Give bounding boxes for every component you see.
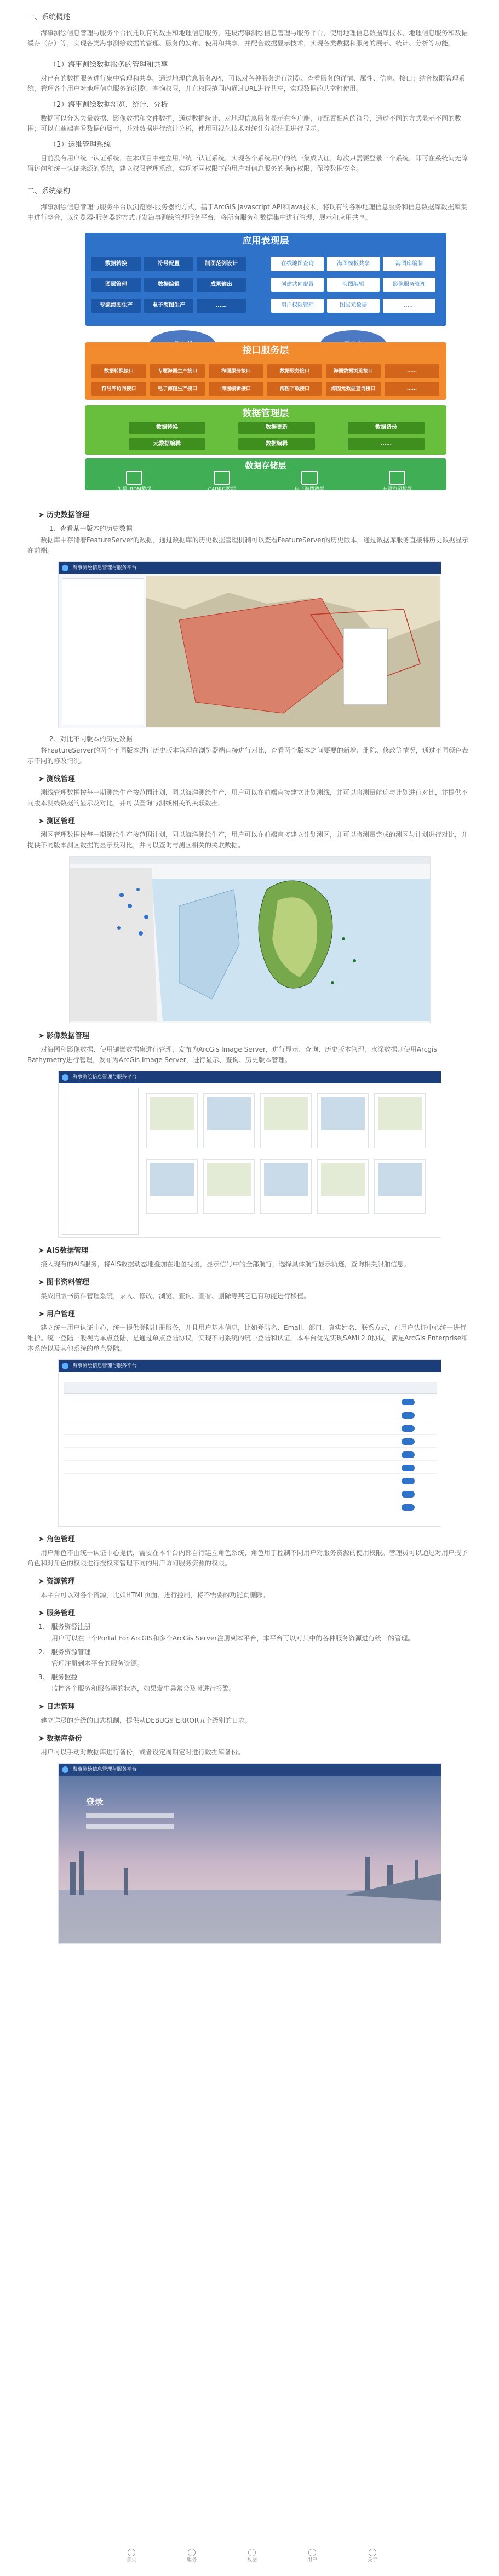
role-text: 用户角色不由统一认证中心提供，需要在本平台内部自行建立角色系统，角色用于控制不同用户对服务资源的使用权限。管理员可以通过对用户授予角色和对角色的权限进行授权来管理不同的用户访问服务资源的权限。 (27, 1549, 468, 1567)
module-role-title: ➤ 角色管理 (38, 1535, 75, 1544)
app-cell: 海图编辑 (327, 278, 380, 292)
thumbnail-image (321, 1097, 365, 1130)
thumbnail-image (264, 1097, 308, 1130)
footer-item[interactable] (351, 2549, 394, 2564)
arrow-icon: ➤ (38, 1032, 44, 1040)
module-history-title: ➤ 历史数据管理 (38, 511, 89, 519)
section-title-overview: 一、系统概述 (27, 13, 71, 21)
footer-item[interactable] (290, 2549, 334, 2564)
app-cell: 符号配置 (144, 257, 193, 271)
arrow-icon: ➤ (38, 1735, 44, 1743)
thumbnail-image (321, 1163, 365, 1196)
history-screenshot (58, 561, 441, 728)
module-log-title: ➤ 日志管理 (38, 1703, 75, 1711)
interface-cell: 专题海图生产接口 (150, 364, 205, 378)
image-thumbnail (203, 1093, 255, 1148)
footer-icon (248, 2549, 256, 2556)
history-side-panel (62, 578, 144, 725)
service-sub-2: 2、 服务资源管理 (38, 1648, 91, 1656)
image-screenshot (58, 1071, 441, 1238)
table-header (64, 1382, 437, 1394)
thumbnail-image (264, 1163, 308, 1196)
survey-area-text: 测区管理数据按每一期测绘生产按范围计划，同以海洋测绘生产，用户可以在前端直接建立计划测区，并可以将测量完成的测区与计划进行对比，并提供不同版本测区数据的显示及对比，并可以查询与测区相关的关联数据。 (27, 831, 468, 849)
login-topbar: 海事测绘信息管理与服务平台 (59, 1764, 441, 1776)
data-layer-title: 数据管理层 (242, 408, 289, 419)
history-sub-1: 1、查看某一版本的历史数据 (49, 525, 133, 532)
module-resource-title: ➤ 资源管理 (38, 1577, 75, 1586)
table-row (64, 1488, 437, 1500)
footer-label: 服务 (186, 2557, 197, 2563)
overview-intro: 海事测绘信息管理与服务平台依托现有的数据和地理信息服务，建设海事测绘信息管理与服务平台，使用地理信息数据库技术、地理信息服务和数据缓存（存）等，实现各类海事测绘数据的管理、服务的发布、使用和共享，并配合数据显示技术，实现各类数据和服务的展示、统计、分析等功能。 (27, 29, 468, 47)
logo-icon (62, 1363, 68, 1369)
data-layer (85, 405, 446, 455)
history-text-1: 数据库中存储着FeatureServer的数据，通过数据库的历史数据管理机制可以查看FeatureServer的历史版本，通过数据库服务直接将历史数据显示在前端。 (27, 536, 469, 554)
interface-cell: …… (385, 364, 439, 378)
database-icon (214, 471, 230, 485)
footer-label: 数据 (246, 2557, 257, 2563)
footer-label: 用户 (307, 2557, 317, 2563)
arrow-icon: ➤ (38, 1247, 44, 1255)
arrow-icon: ➤ (38, 1703, 44, 1711)
module-survey-area-title: ➤ 测区管理 (38, 817, 75, 825)
history-text-2: 将FeatureServer的两个不同版本进行历史版本管理在浏览器端直接进行对比，查看两个版本之间要要的新增、删除、修改等情况，通过不同颜色表示不同的修改情况。 (27, 747, 468, 765)
storage-item (101, 468, 167, 500)
table-row (64, 1462, 437, 1474)
app-cell: …… (383, 299, 435, 313)
image-thumbnail (317, 1093, 369, 1148)
logo-icon (62, 1074, 68, 1081)
interface-cell: 符号库访问接口 (91, 382, 146, 396)
data-cell: 数据转换 (129, 422, 205, 434)
arrow-icon: ➤ (38, 817, 44, 825)
item-3-text: 目前没有用户统一认证系统，在本项目中建立用户统一认证系统，实现各个系统用户的统一集成认证，每次只需要登录一个系统，即可在系统间无障碍访问和统一认证来源的系统，建立权限管理系统，实现不同权限下的用户对信息服务的操作权限，保障数据安全。 (27, 154, 468, 173)
arrow-icon: ➤ (38, 511, 44, 519)
arrow-icon: ➤ (38, 1310, 44, 1318)
storage-items (85, 468, 446, 502)
item-2-title: （2）海事测绘数据浏览、统计、分析 (49, 101, 168, 109)
interface-cell: 海图服务接口 (209, 364, 263, 378)
image-side-panel (62, 1088, 139, 1235)
service-sub-3: 3、 服务监控 (38, 1673, 78, 1681)
module-backup-title: ➤ 数据库备份 (38, 1735, 82, 1743)
logo-icon (62, 565, 68, 571)
module-books-title: ➤ 图书资料管理 (38, 1278, 89, 1287)
interface-layer-title: 接口服务层 (242, 345, 289, 356)
thumbnail-image (378, 1097, 422, 1130)
module-ais-title: ➤ AIS数据管理 (38, 1247, 89, 1255)
image-thumbnail (146, 1093, 198, 1148)
storage-item-label: 电子海图数据 (294, 487, 324, 492)
app-cell: 海图模板共享 (327, 257, 380, 271)
storage-item (277, 468, 342, 500)
storage-item-label: 专题海图数据 (382, 487, 412, 492)
database-icon (301, 471, 318, 485)
toggle-switch[interactable] (402, 1438, 415, 1445)
app-layer (85, 233, 446, 326)
interface-cell: 海图数据浏览接口 (326, 364, 381, 378)
screenshot-topbar: 海事测绘信息管理与服务平台 (59, 562, 441, 574)
login-field[interactable] (86, 1813, 174, 1818)
user-table (64, 1382, 437, 1522)
storage-item (189, 468, 255, 500)
app-cell: 用户权限管理 (271, 299, 324, 313)
service-text-1: 用户可以在一个Portal For ArcGIS和多个ArcGis Server注册到本平台，本平台可以对其中的各种服务资源进行统一的管理。 (51, 1634, 415, 1642)
app-cell: 创建共同配置 (271, 278, 324, 292)
toggle-switch[interactable] (402, 1425, 415, 1432)
table-row (64, 1409, 437, 1421)
arrow-icon: ➤ (38, 1278, 44, 1287)
toggle-switch[interactable] (402, 1504, 415, 1511)
interface-cell: 海图编辑接口 (209, 382, 263, 396)
interface-cell: …… (385, 382, 439, 396)
module-user-title: ➤ 用户管理 (38, 1310, 75, 1318)
module-service-title: ➤ 服务管理 (38, 1609, 75, 1617)
thumbnail-image (150, 1163, 194, 1196)
item-3-title: （3）运维管理系统 (49, 141, 111, 149)
app-cell: 专题海图生产 (91, 299, 141, 313)
password-field[interactable] (86, 1824, 174, 1829)
database-icon (389, 471, 405, 485)
toggle-switch[interactable] (402, 1451, 415, 1458)
footer-item[interactable] (170, 2549, 214, 2564)
arrow-icon: ➤ (38, 1577, 44, 1586)
ais-text: 接入现有的AIS服务，将AIS数据动态地叠加在地图视图，显示信号中的全部航行，选择具体航行显示轨迹，查询相关船舶信息。 (41, 1260, 410, 1268)
app-cell: 电子海图生产 (144, 299, 193, 313)
item-1-title: （1）海事测绘数据服务的管理和共享 (49, 61, 168, 69)
storage-layer-title: 数据存储层 (245, 461, 286, 471)
image-thumbnail (260, 1159, 312, 1214)
footer-item[interactable] (230, 2549, 274, 2564)
item-1-text: 对已有的数据服务进行集中管理和共享。通过地理信息服务API，可以对各种服务进行浏览、查看服务的详情、属性、信息、接口；结合权限管理系统，管理各个用户对地理信息服务的浏览、查询权限，并在权限范围内通过URL进行共享，实现数据的共享和使用。 (27, 74, 465, 93)
history-map-svg (146, 576, 440, 727)
table-row (64, 1449, 437, 1461)
interface-cell: 数据服务接口 (267, 364, 322, 378)
app-cell: …… (197, 299, 246, 313)
toggle-switch[interactable] (402, 1465, 415, 1471)
data-cell: 数据编辑 (238, 438, 315, 450)
app-cell: 数据编辑 (144, 278, 193, 292)
table-row (64, 1501, 437, 1513)
log-text: 建立详尽的分级的日志机制，提供从DEBUG到ERROR五个级别的日志。 (41, 1717, 252, 1724)
logo-icon (62, 1766, 68, 1773)
footer-icon (308, 2549, 316, 2556)
history-sub-2: 2、对比不同版本的历史数据 (49, 735, 133, 743)
footer-item[interactable] (110, 2549, 153, 2564)
image-text: 对海图和影像数据、使用镶嵌数据集进行管理，发布为ArcGis Image Server，进行显示、查询、历史版本管理，水深数据则使用Arcgis Bathymetry进行管理，发布为ArcGis Image Server，进行显示、查询、历史版本管理。 (27, 1046, 437, 1064)
image-thumbnail (260, 1093, 312, 1148)
arrow-icon: ➤ (38, 1535, 44, 1544)
toggle-switch[interactable] (402, 1412, 415, 1419)
footer-label: 关于 (367, 2557, 377, 2563)
module-survey-line-title: ➤ 测线管理 (38, 775, 75, 783)
toggle-switch[interactable] (402, 1491, 415, 1498)
table-row (64, 1422, 437, 1435)
popup-menu (343, 628, 387, 705)
app-cell: 在线地图查询 (271, 257, 324, 271)
app-cell: 制图范例设计 (197, 257, 246, 271)
data-cell: 数据备份 (348, 422, 425, 434)
app-cell: 图层管理 (91, 278, 141, 292)
interface-cell: 电子海图生产接口 (150, 382, 205, 396)
interface-layer (85, 342, 446, 400)
module-image-title: ➤ 影像数据管理 (38, 1032, 89, 1040)
app-cell: 数据转换 (91, 257, 141, 271)
service-text-3: 监控各个服务和服务器的状态，如果发生异常会及时进行报警。 (51, 1685, 236, 1693)
data-cell: …… (348, 438, 425, 450)
toggle-switch[interactable] (402, 1478, 415, 1484)
app-cell: 成果输出 (197, 278, 246, 292)
table-row (64, 1396, 437, 1408)
section-title-architecture: 二、系统架构 (27, 187, 71, 196)
survey-area-map-svg (70, 857, 431, 1023)
arrow-icon: ➤ (38, 1609, 44, 1617)
resource-text: 本平台可以对各个资源，比如HTML页面、进行控制，将不需要的功能页删除。 (41, 1591, 269, 1599)
service-sub-1: 1、 服务资源注册 (38, 1623, 91, 1631)
image-grid (146, 1093, 437, 1236)
history-map (146, 576, 440, 727)
image-thumbnail (146, 1159, 198, 1214)
image-thumbnail (374, 1093, 426, 1148)
architecture-intro: 海事测绘信息管理与服务平台以浏览器-服务器的方式，基于ArcGIS Javascript API和Java技术，将现有的各种地理信息服务和信息数据库数据库集中进行整合，以浏览器-服务器的方式开发海事测绘管理服务平台，将所有服务和数据集中进行管理、展示和应用共享。 (27, 203, 468, 221)
backup-text: 用户可以手动对数据库进行备份，或者设定周期定时进行数据库备份。 (41, 1748, 245, 1756)
app-cell: 图层元数据 (327, 299, 380, 313)
screenshot-topbar: 海事测绘信息管理与服务平台 (59, 1360, 441, 1372)
thumbnail-image (207, 1097, 251, 1130)
arrow-icon: ➤ (38, 775, 44, 783)
app-cell: 影像服务管理 (383, 278, 435, 292)
thumbnail-image (207, 1163, 251, 1196)
thumbnail-image (378, 1163, 422, 1196)
footer-label: 首页 (126, 2557, 136, 2563)
database-icon (126, 471, 142, 485)
survey-area-screenshot (69, 856, 431, 1023)
image-thumbnail (374, 1159, 426, 1214)
app-cell: 海图库编制 (383, 257, 435, 271)
data-cell: 元数据编辑 (129, 438, 205, 450)
user-screenshot (58, 1359, 441, 1527)
toggle-switch[interactable] (402, 1399, 415, 1405)
image-thumbnail (203, 1159, 255, 1214)
books-text: 集成旧版书资料管理系统，录入、修改、浏览、查询、查看、删除等其它已有功能进行移植。 (41, 1292, 311, 1300)
table-row (64, 1436, 437, 1448)
footer-icon (188, 2549, 196, 2556)
storage-item (364, 468, 430, 500)
screenshot-topbar: 海事测绘信息管理与服务平台 (59, 1071, 441, 1083)
footer-icon (128, 2549, 135, 2556)
footer-bar (110, 2549, 394, 2571)
footer-icon (369, 2549, 376, 2556)
thumbnail-image (150, 1097, 194, 1130)
table-row (64, 1475, 437, 1487)
image-thumbnail (317, 1159, 369, 1214)
interface-cell: 数据转换接口 (91, 364, 146, 378)
user-text: 建立统一用户认证中心，统一提供登陆注册服务，并且用户基本信息，比如登陆名、Email、部门、真实姓名、联系方式，在用户认证中心统一进行维护。统一登陆一般视为单点登陆，是通过单点登陆协议，实现不同系统的统一登陆和认证。本平台优先实现SAML2.0协议，满足ArcGis Enterprise和本系统以及其他系统的单点登陆。 (27, 1324, 468, 1352)
data-cell: 数据更新 (238, 422, 315, 434)
architecture-diagram (85, 233, 446, 490)
survey-line-text: 测线管理数据按每一期测绘生产按范围计划，同以海洋测绘生产，用户可以在前端直接建立计划测线，并可以将测量航迹与计划进行对比，并提供不同版本测线数据的显示及对比，并可以查询与测线相关的关联数据。 (27, 789, 468, 807)
storage-item-label: 矢量_BDM数据 (117, 487, 151, 492)
storage-item-label: CADRG数据 (208, 487, 236, 492)
login-title: 登录 (85, 1797, 104, 1807)
interface-cell: 海图元数据查询接口 (326, 382, 381, 396)
interface-cell: 海图下载接口 (267, 382, 322, 396)
login-background-svg (59, 1764, 441, 1944)
app-layer-title: 应用表现层 (242, 236, 289, 246)
login-screenshot (58, 1763, 441, 1944)
item-2-text: 数据可以分为矢量数据、影像数据和文件数据，通过数据统计、对地理信息服务显示在客户端，开配置相应的符号，通过不同的方式显示不同的数据；可以在前端查看数据的属性，并对数据进行统计分析，使用可视化技术对统计分析结果进行显示。 (27, 114, 462, 133)
service-text-2: 管理注册到本平台的服务资源。 (51, 1660, 144, 1667)
